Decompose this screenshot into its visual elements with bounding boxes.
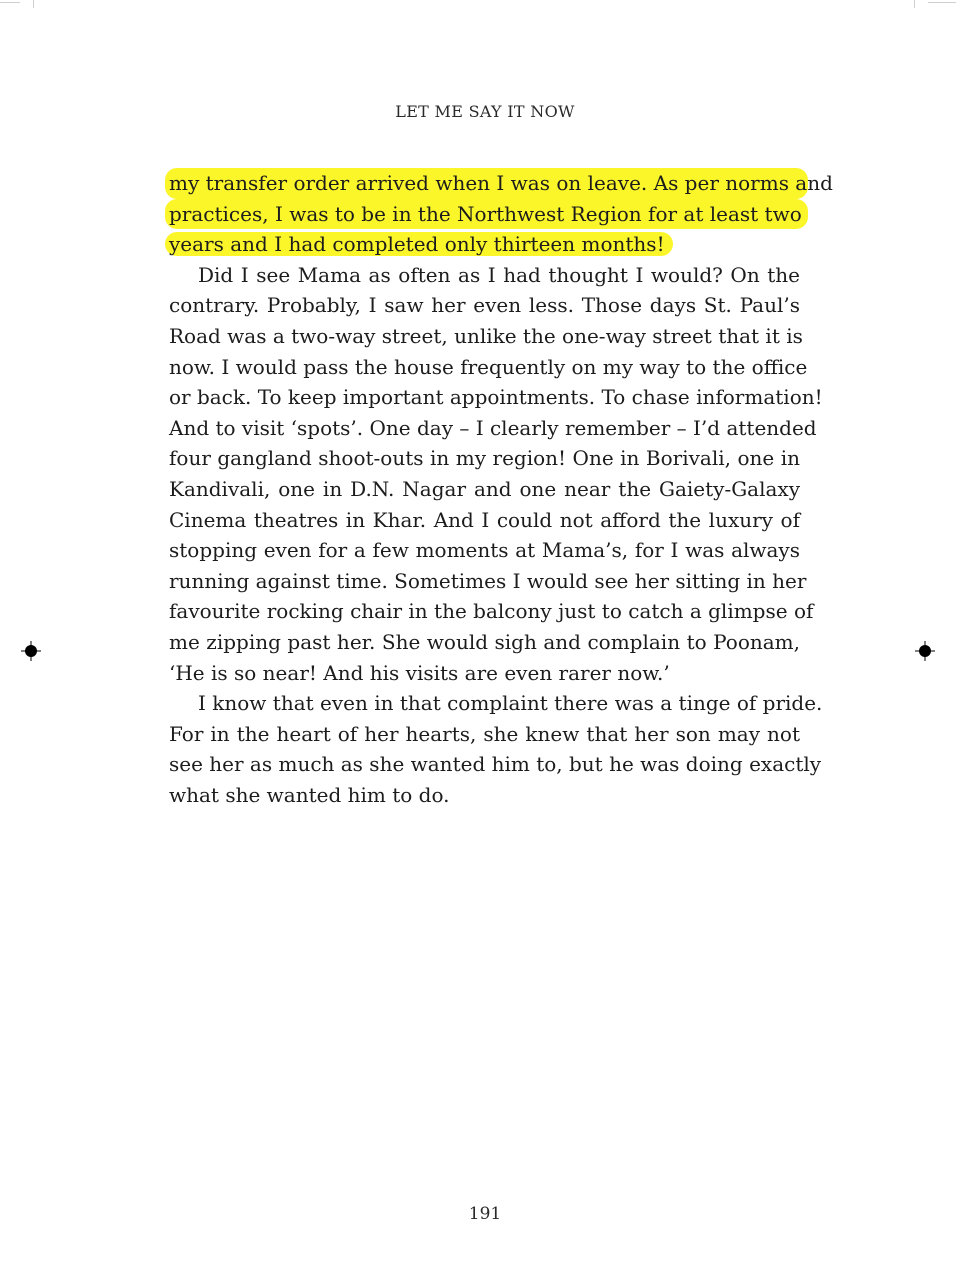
paragraph-line: And to visit ‘spots’. One day – I clearly remember – I’d attended — [169, 415, 817, 440]
paragraph-line: Cinema theatres in Khar. And I could not afford the luxury of — [169, 507, 800, 532]
crop-mark-top-left — [33, 0, 34, 8]
registration-mark-icon — [21, 641, 41, 661]
registration-mark-icon — [915, 641, 935, 661]
crop-mark-top-right — [914, 0, 915, 8]
paragraph-line: me zipping past her. She would sigh and complain to Poonam, — [169, 629, 800, 654]
highlighted-line — [169, 229, 800, 260]
paragraph-line: Road was a two-way street, unlike the one-way street that it is — [169, 323, 803, 348]
paragraph-line: favourite rocking chair in the balcony just to catch a glimpse of — [169, 599, 814, 624]
highlighted-line — [169, 199, 800, 230]
paragraph-line: four gangland shoot-outs in my region! One in Borivali, one in — [169, 446, 800, 471]
paragraph-line: ‘He is so near! And his visits are even rarer now.’ — [169, 660, 670, 685]
paragraph-line: Did I see Mama as often as I had thought I would? On the — [198, 262, 800, 287]
paragraph-line: For in the heart of her hearts, she knew that her son may not — [169, 721, 800, 746]
highlight-span: practices, I was to be in the Northwest Region for at least two — [165, 199, 808, 230]
paragraph-line: now. I would pass the house frequently on my way to the office — [169, 354, 808, 379]
paragraph-line: running against time. Sometimes I would see her sitting in her — [169, 568, 807, 593]
paragraph-line: see her as much as she wanted him to, but he was doing exactly — [169, 752, 822, 777]
paragraph-line: I know that even in that complaint there was a tinge of pride. — [198, 691, 823, 716]
highlighted-line — [169, 168, 833, 199]
paragraph-line: Kandivali, one in D.N. Nagar and one near the Gaiety-Galaxy — [169, 476, 800, 501]
paragraph-line: or back. To keep important appointments. To chase information! — [169, 385, 823, 410]
paragraph-line: what she wanted him to do. — [169, 782, 450, 807]
highlight-span: years and I had completed only thirteen months! — [165, 232, 673, 256]
crop-mark-top-right-horizontal — [928, 2, 956, 3]
running-head: LET ME SAY IT NOW — [395, 102, 575, 121]
page-number: 191 — [468, 1204, 502, 1224]
paragraph-line: contrary. Probably, I saw her even less. Those days St. Paul’s — [169, 293, 800, 318]
paragraph-line: stopping even for a few moments at Mama’s, for I was always — [169, 538, 800, 563]
highlight-span: my transfer order arrived when I was on leave. As per norms and — [165, 168, 808, 199]
body-text — [169, 168, 833, 810]
crop-mark-top-left-horizontal — [0, 2, 20, 3]
